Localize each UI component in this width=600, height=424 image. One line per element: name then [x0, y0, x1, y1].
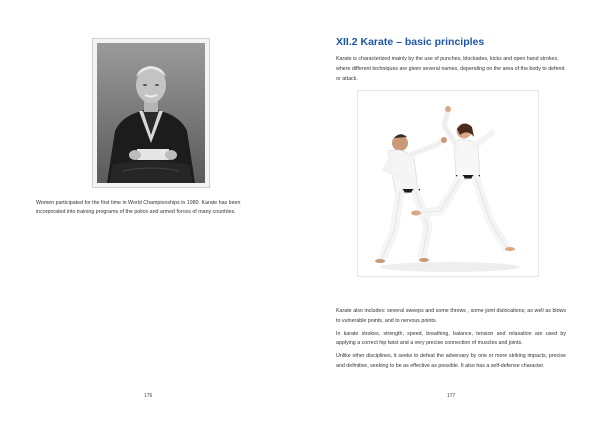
body-text	[336, 307, 566, 375]
paragraph-1: Karate also includes: several sweeps and some throws , some joint dislocations; as well as blows to vulnerable points, and to nervous points.	[336, 308, 566, 324]
right-page-number: 177	[447, 393, 456, 399]
paragraph-2: In karate strokes, strength, speed, breathing, balance, tension and relaxation are used by applying a correct hip twist and a very precise connection of muscles and joints.	[336, 330, 566, 347]
left-caption: Women participated for the first time in World Championships in 1980. Karate has been incorporated into training programs of the police and armed forces of many countries.	[36, 200, 241, 215]
right-page	[300, 0, 600, 424]
section-title: XII.2 Karate – basic principles	[336, 36, 485, 48]
left-page-number: 176	[144, 393, 153, 399]
intro-paragraph: Karate is characterized mainly by the use of punches, blockades, kicks and open hand strokes, where different techniques are given several names, depending on the area of the body to defend or attack.	[336, 56, 565, 82]
paragraph-3: Unlike other disciplines, it seeks to defeat the adversary by one or more striking impacts, precise and definitive, seeking to be as effective as possible. It also has a self-defense character.	[336, 353, 566, 369]
karate-sparring-photo	[357, 90, 539, 277]
master-portrait-photo	[92, 38, 210, 188]
